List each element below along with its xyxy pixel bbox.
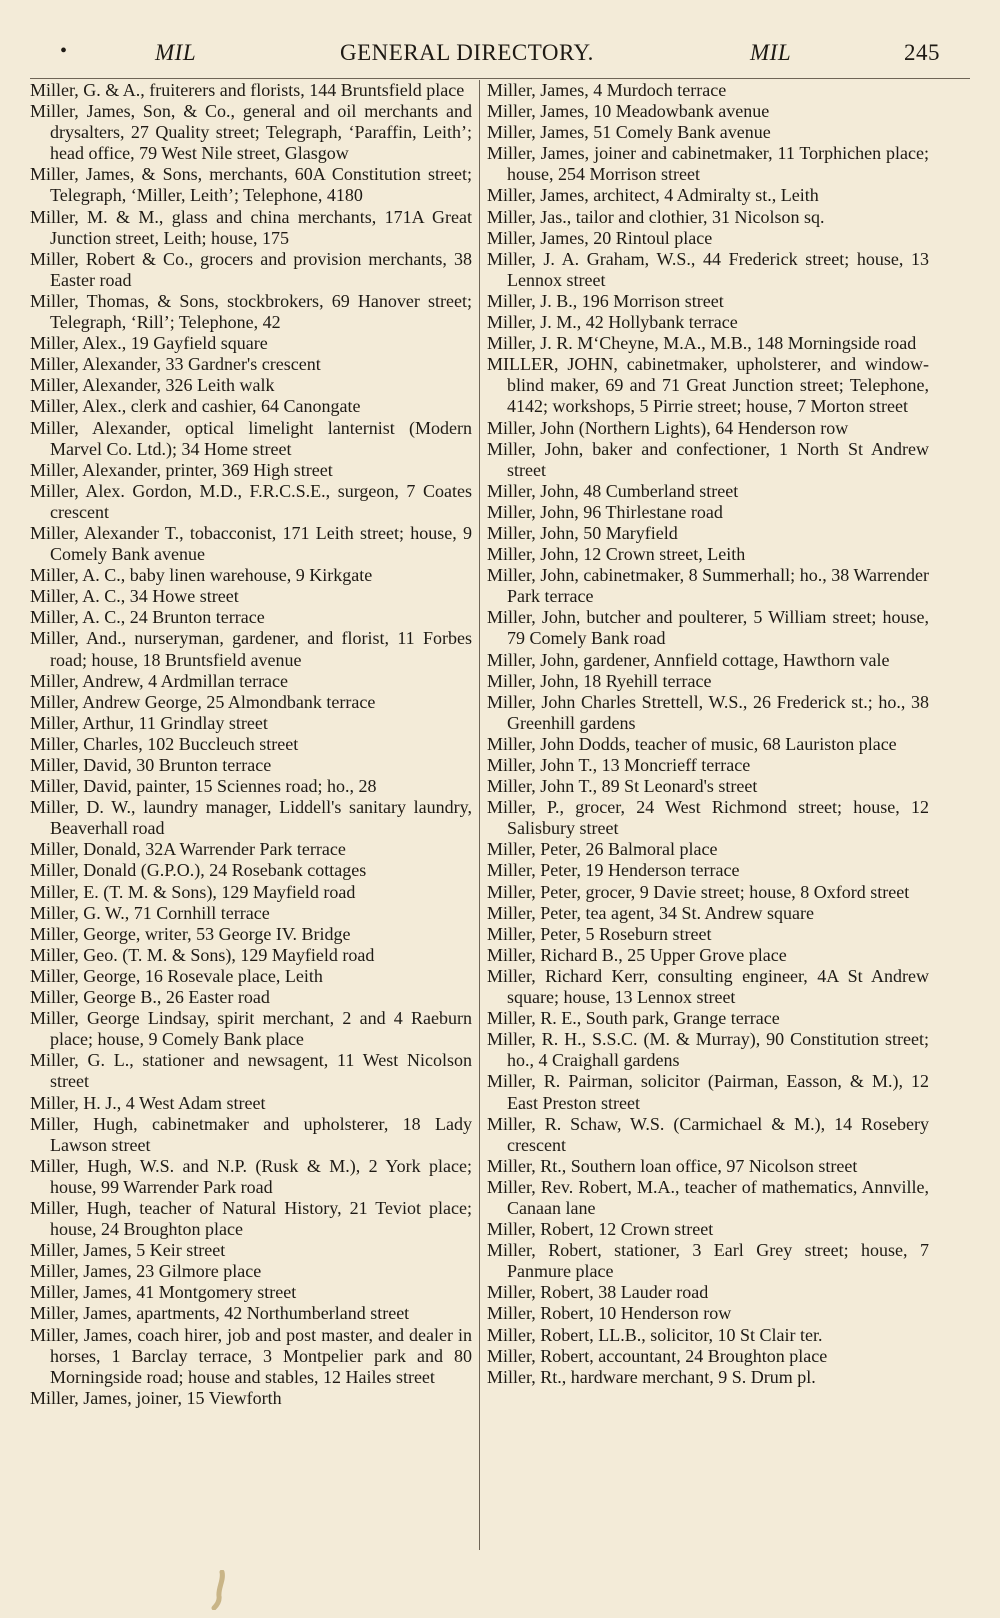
directory-entry: Miller, R. E., South park, Grange terrace bbox=[487, 1008, 780, 1029]
left-column bbox=[30, 80, 472, 1409]
directory-entry: Miller, Robert, LL.B., solicitor, 10 St Clair ter. bbox=[487, 1324, 823, 1345]
directory-entry: Miller, Hugh, W.S. and N.P. (Rusk & M.), 2 York place; house, 99 Warrender Park road bbox=[30, 1155, 472, 1197]
directory-entry: Miller, J. M., 42 Hollybank terrace bbox=[487, 312, 738, 333]
directory-entry: Miller, James, 23 Gilmore place bbox=[30, 1261, 262, 1282]
directory-entry: Miller, G. L., stationer and newsagent, 11 West Nicolson street bbox=[30, 1050, 472, 1092]
directory-entry: Miller, Richard Kerr, consulting engineer, 4A St Andrew square; house, 13 Lennox street bbox=[487, 965, 929, 1008]
directory-entry: Miller, M. & M., glass and china merchants, 171A Great Junction street, Leith; house, 175 bbox=[30, 206, 472, 248]
directory-entry: Miller, Robert, stationer, 3 Earl Grey street; house, 7 Panmure place bbox=[487, 1240, 929, 1282]
directory-entry: Miller, John, cabinetmaker, 8 Summerhall; ho., 38 Warrender Park terrace bbox=[487, 565, 929, 607]
directory-entry: Miller, James, joiner and cabinetmaker, 11 Torphichen place; house, 254 Morrison street bbox=[487, 143, 929, 185]
directory-entry: Miller, Andrew George, 25 Almondbank terrace bbox=[30, 691, 376, 712]
directory-entry: MILLER, JOHN, cabinetmaker, upholsterer, and window-blind maker, 69 and 71 Great Junction street; Telephone, 4142; workshops, 5 Pirrie street; house, 7 Morton street bbox=[487, 354, 929, 417]
directory-entry: Miller, Alex., clerk and cashier, 64 Canongate bbox=[30, 396, 361, 417]
directory-entry: Miller, Peter, grocer, 9 Davie street; house, 8 Oxford street bbox=[487, 881, 910, 902]
directory-entry: Miller, Alexander, 326 Leith walk bbox=[30, 375, 275, 396]
directory-entry: Miller, G. & A., fruiterers and florists, 144 Bruntsfield place bbox=[30, 80, 465, 100]
directory-entry: Miller, David, 30 Brunton terrace bbox=[30, 755, 272, 775]
directory-entry: Miller, Charles, 102 Buccleuch street bbox=[30, 733, 299, 754]
directory-entry: Miller, John, 96 Thirlestane road bbox=[487, 501, 723, 522]
directory-entry: Miller, J. A. Graham, W.S., 44 Frederick street; house, 13 Lennox street bbox=[487, 248, 929, 290]
directory-entry: Miller, James, 5 Keir street bbox=[30, 1240, 226, 1261]
directory-entry: Miller, Arthur, 11 Grindlay street bbox=[30, 712, 268, 733]
directory-entry: Miller, James, 41 Montgomery street bbox=[30, 1282, 297, 1303]
directory-entry: Miller, G. W., 71 Cornhill terrace bbox=[30, 902, 270, 923]
directory-entry: Miller, Peter, 26 Balmoral place bbox=[487, 839, 718, 860]
directory-entry: Miller, Robert & Co., grocers and provision merchants, 38 Easter road bbox=[30, 248, 472, 290]
directory-entry: Miller, John, 48 Cumberland street bbox=[487, 480, 739, 501]
directory-entry: Miller, George B., 26 Easter road bbox=[30, 987, 270, 1008]
directory-entry: Miller, John, 18 Ryehill terrace bbox=[487, 670, 712, 691]
directory-entry: Miller, J. B., 196 Morrison street bbox=[487, 290, 724, 311]
directory-entry: Miller, George Lindsay, spirit merchant, 2 and 4 Raeburn place; house, 9 Comely Bank place bbox=[30, 1008, 472, 1050]
right-column bbox=[487, 80, 929, 1388]
directory-entry: Miller, Thomas, & Sons, stockbrokers, 69 Hanover street; Telegraph, ‘Rill’; Telephone, 42 bbox=[30, 290, 472, 333]
directory-entry: Miller, Geo. (T. M. & Sons), 129 Mayfield road bbox=[30, 944, 375, 965]
directory-entry: Miller, H. J., 4 West Adam street bbox=[30, 1092, 266, 1113]
directory-entry: Miller, James, & Sons, merchants, 60A Constitution street; Telegraph, ‘Miller, Leith’; Telephone, 4180 bbox=[30, 164, 472, 206]
directory-entry: Miller, John Dodds, teacher of music, 68 Lauriston place bbox=[487, 733, 897, 754]
directory-entry: Miller, Alexander, printer, 369 High street bbox=[30, 459, 333, 480]
directory-entry: Miller, James, 20 Rintoul place bbox=[487, 227, 713, 248]
directory-entry: Miller, James, 4 Murdoch terrace bbox=[487, 80, 727, 100]
header-left-abbr: MIL bbox=[155, 40, 197, 65]
directory-entry: Miller, John (Northern Lights), 64 Henderson row bbox=[487, 417, 849, 438]
directory-entry: Miller, Robert, 10 Henderson row bbox=[487, 1303, 732, 1324]
directory-entry: Miller, Peter, 5 Roseburn street bbox=[487, 923, 712, 944]
directory-entry: Miller, Alex., 19 Gayfield square bbox=[30, 333, 268, 354]
directory-entry: Miller, John T., 89 St Leonard's street bbox=[487, 776, 758, 797]
directory-entry: Miller, John, baker and confectioner, 1 North St Andrew street bbox=[487, 438, 929, 480]
page-number: 245 bbox=[904, 40, 940, 65]
directory-entry: Miller, Jas., tailor and clothier, 31 Nicolson sq. bbox=[487, 206, 825, 227]
directory-entry: Miller, R. Pairman, solicitor (Pairman, Easson, & M.), 12 East Preston street bbox=[487, 1071, 929, 1113]
directory-entry: Miller, Alexander, 33 Gardner's crescent bbox=[30, 354, 321, 375]
directory-entry: Miller, John Charles Strettell, W.S., 26 Frederick st.; ho., 38 Greenhill gardens bbox=[487, 691, 929, 733]
directory-entry: Miller, Alexander, optical limelight lanternist (Modern Marvel Co. Ltd.); 34 Home street bbox=[30, 417, 472, 459]
directory-entry: Miller, James, 51 Comely Bank avenue bbox=[487, 122, 771, 143]
running-head bbox=[60, 40, 940, 74]
header-bullet: • bbox=[60, 40, 68, 62]
directory-entry: Miller, P., grocer, 24 West Richmond street; house, 12 Salisbury street bbox=[487, 797, 929, 839]
directory-entry: Miller, David, painter, 15 Sciennes road; ho., 28 bbox=[30, 776, 377, 797]
directory-entry: Miller, D. W., laundry manager, Liddell's sanitary laundry, Beaverhall road bbox=[30, 797, 472, 839]
directory-entry: Miller, James, joiner, 15 Viewforth bbox=[30, 1387, 282, 1408]
directory-entry: Miller, Hugh, teacher of Natural History, 21 Teviot place; house, 24 Broughton place bbox=[30, 1197, 472, 1240]
ink-smudge-mark bbox=[210, 1570, 230, 1610]
directory-entry: Miller, Rev. Robert, M.A., teacher of mathematics, Annville, Canaan lane bbox=[487, 1176, 929, 1218]
directory-entry: Miller, Richard B., 25 Upper Grove place bbox=[487, 944, 787, 965]
directory-entry: Miller, James, 10 Meadowbank avenue bbox=[487, 101, 770, 122]
directory-entry: Miller, James, coach hirer, job and post master, and dealer in horses, 1 Barclay terrace, 3 Montpelier park and 80 Morningside road; house and stables, 12 Hailes street bbox=[30, 1324, 472, 1387]
directory-entry: Miller, George, writer, 53 George IV. Bridge bbox=[30, 923, 351, 944]
directory-entry: Miller, R. Schaw, W.S. (Carmichael & M.), 14 Rosebery crescent bbox=[487, 1113, 929, 1155]
directory-entry: Miller, A. C., 34 Howe street bbox=[30, 586, 239, 607]
directory-entry: Miller, Robert, 38 Lauder road bbox=[487, 1282, 709, 1303]
directory-entry: Miller, Rt., hardware merchant, 9 S. Drum pl. bbox=[487, 1366, 816, 1387]
directory-entry: Miller, E. (T. M. & Sons), 129 Mayfield road bbox=[30, 881, 356, 902]
page-title: GENERAL DIRECTORY. bbox=[340, 40, 594, 65]
directory-entry: Miller, R. H., S.S.C. (M. & Murray), 90 Constitution street; ho., 4 Craighall gardens bbox=[487, 1029, 929, 1071]
directory-entry: Miller, John, 12 Crown street, Leith bbox=[487, 544, 746, 565]
directory-entry: Miller, Hugh, cabinetmaker and upholsterer, 18 Lady Lawson street bbox=[30, 1113, 472, 1155]
directory-entry: Miller, Donald (G.P.O.), 24 Rosebank cottages bbox=[30, 860, 367, 881]
directory-entry: Miller, J. R. M‘Cheyne, M.A., M.B., 148 Morningside road bbox=[487, 333, 917, 354]
directory-entry: Miller, John, 50 Maryfield bbox=[487, 522, 678, 543]
directory-entry: Miller, A. C., baby linen warehouse, 9 Kirkgate bbox=[30, 565, 373, 586]
directory-entry: Miller, Andrew, 4 Ardmillan terrace bbox=[30, 670, 289, 691]
directory-entry: Miller, Peter, tea agent, 34 St. Andrew square bbox=[487, 902, 814, 923]
directory-entry: Miller, Donald, 32A Warrender Park terrace bbox=[30, 839, 346, 860]
directory-entry: Miller, Rt., Southern loan office, 97 Nicolson street bbox=[487, 1155, 858, 1176]
directory-entry: Miller, A. C., 24 Brunton terrace bbox=[30, 607, 265, 628]
directory-entry: Miller, John, butcher and poulterer, 5 William street; house, 79 Comely Bank road bbox=[487, 607, 929, 649]
directory-entry: Miller, James, Son, & Co., general and oil merchants and drysalters, 27 Quality street; Telegraph, ‘Paraffin, Leith’; head office, 79 West Nile street, Glasgow bbox=[30, 101, 472, 164]
directory-entry: Miller, John, gardener, Annfield cottage, Hawthorn vale bbox=[487, 649, 890, 670]
directory-entry: Miller, John T., 13 Moncrieff terrace bbox=[487, 755, 751, 775]
directory-entry: Miller, Robert, accountant, 24 Broughton place bbox=[487, 1345, 828, 1366]
column-divider bbox=[479, 80, 480, 1550]
directory-entry: Miller, Alex. Gordon, M.D., F.R.C.S.E., surgeon, 7 Coates crescent bbox=[30, 480, 472, 522]
directory-entry: Miller, And., nurseryman, gardener, and florist, 11 Forbes road; house, 18 Bruntsfield avenue bbox=[30, 628, 472, 670]
directory-entry: Miller, James, apartments, 42 Northumberland street bbox=[30, 1303, 410, 1324]
directory-entry: Miller, Peter, 19 Henderson terrace bbox=[487, 860, 740, 881]
directory-entry: Miller, Alexander T., tobacconist, 171 Leith street; house, 9 Comely Bank avenue bbox=[30, 522, 472, 565]
directory-entry: Miller, James, architect, 4 Admiralty st., Leith bbox=[487, 185, 819, 206]
header-right-abbr: MIL bbox=[750, 40, 792, 65]
header-rule bbox=[30, 78, 970, 79]
directory-entry: Miller, George, 16 Rosevale place, Leith bbox=[30, 965, 323, 986]
directory-entry: Miller, Robert, 12 Crown street bbox=[487, 1219, 714, 1240]
